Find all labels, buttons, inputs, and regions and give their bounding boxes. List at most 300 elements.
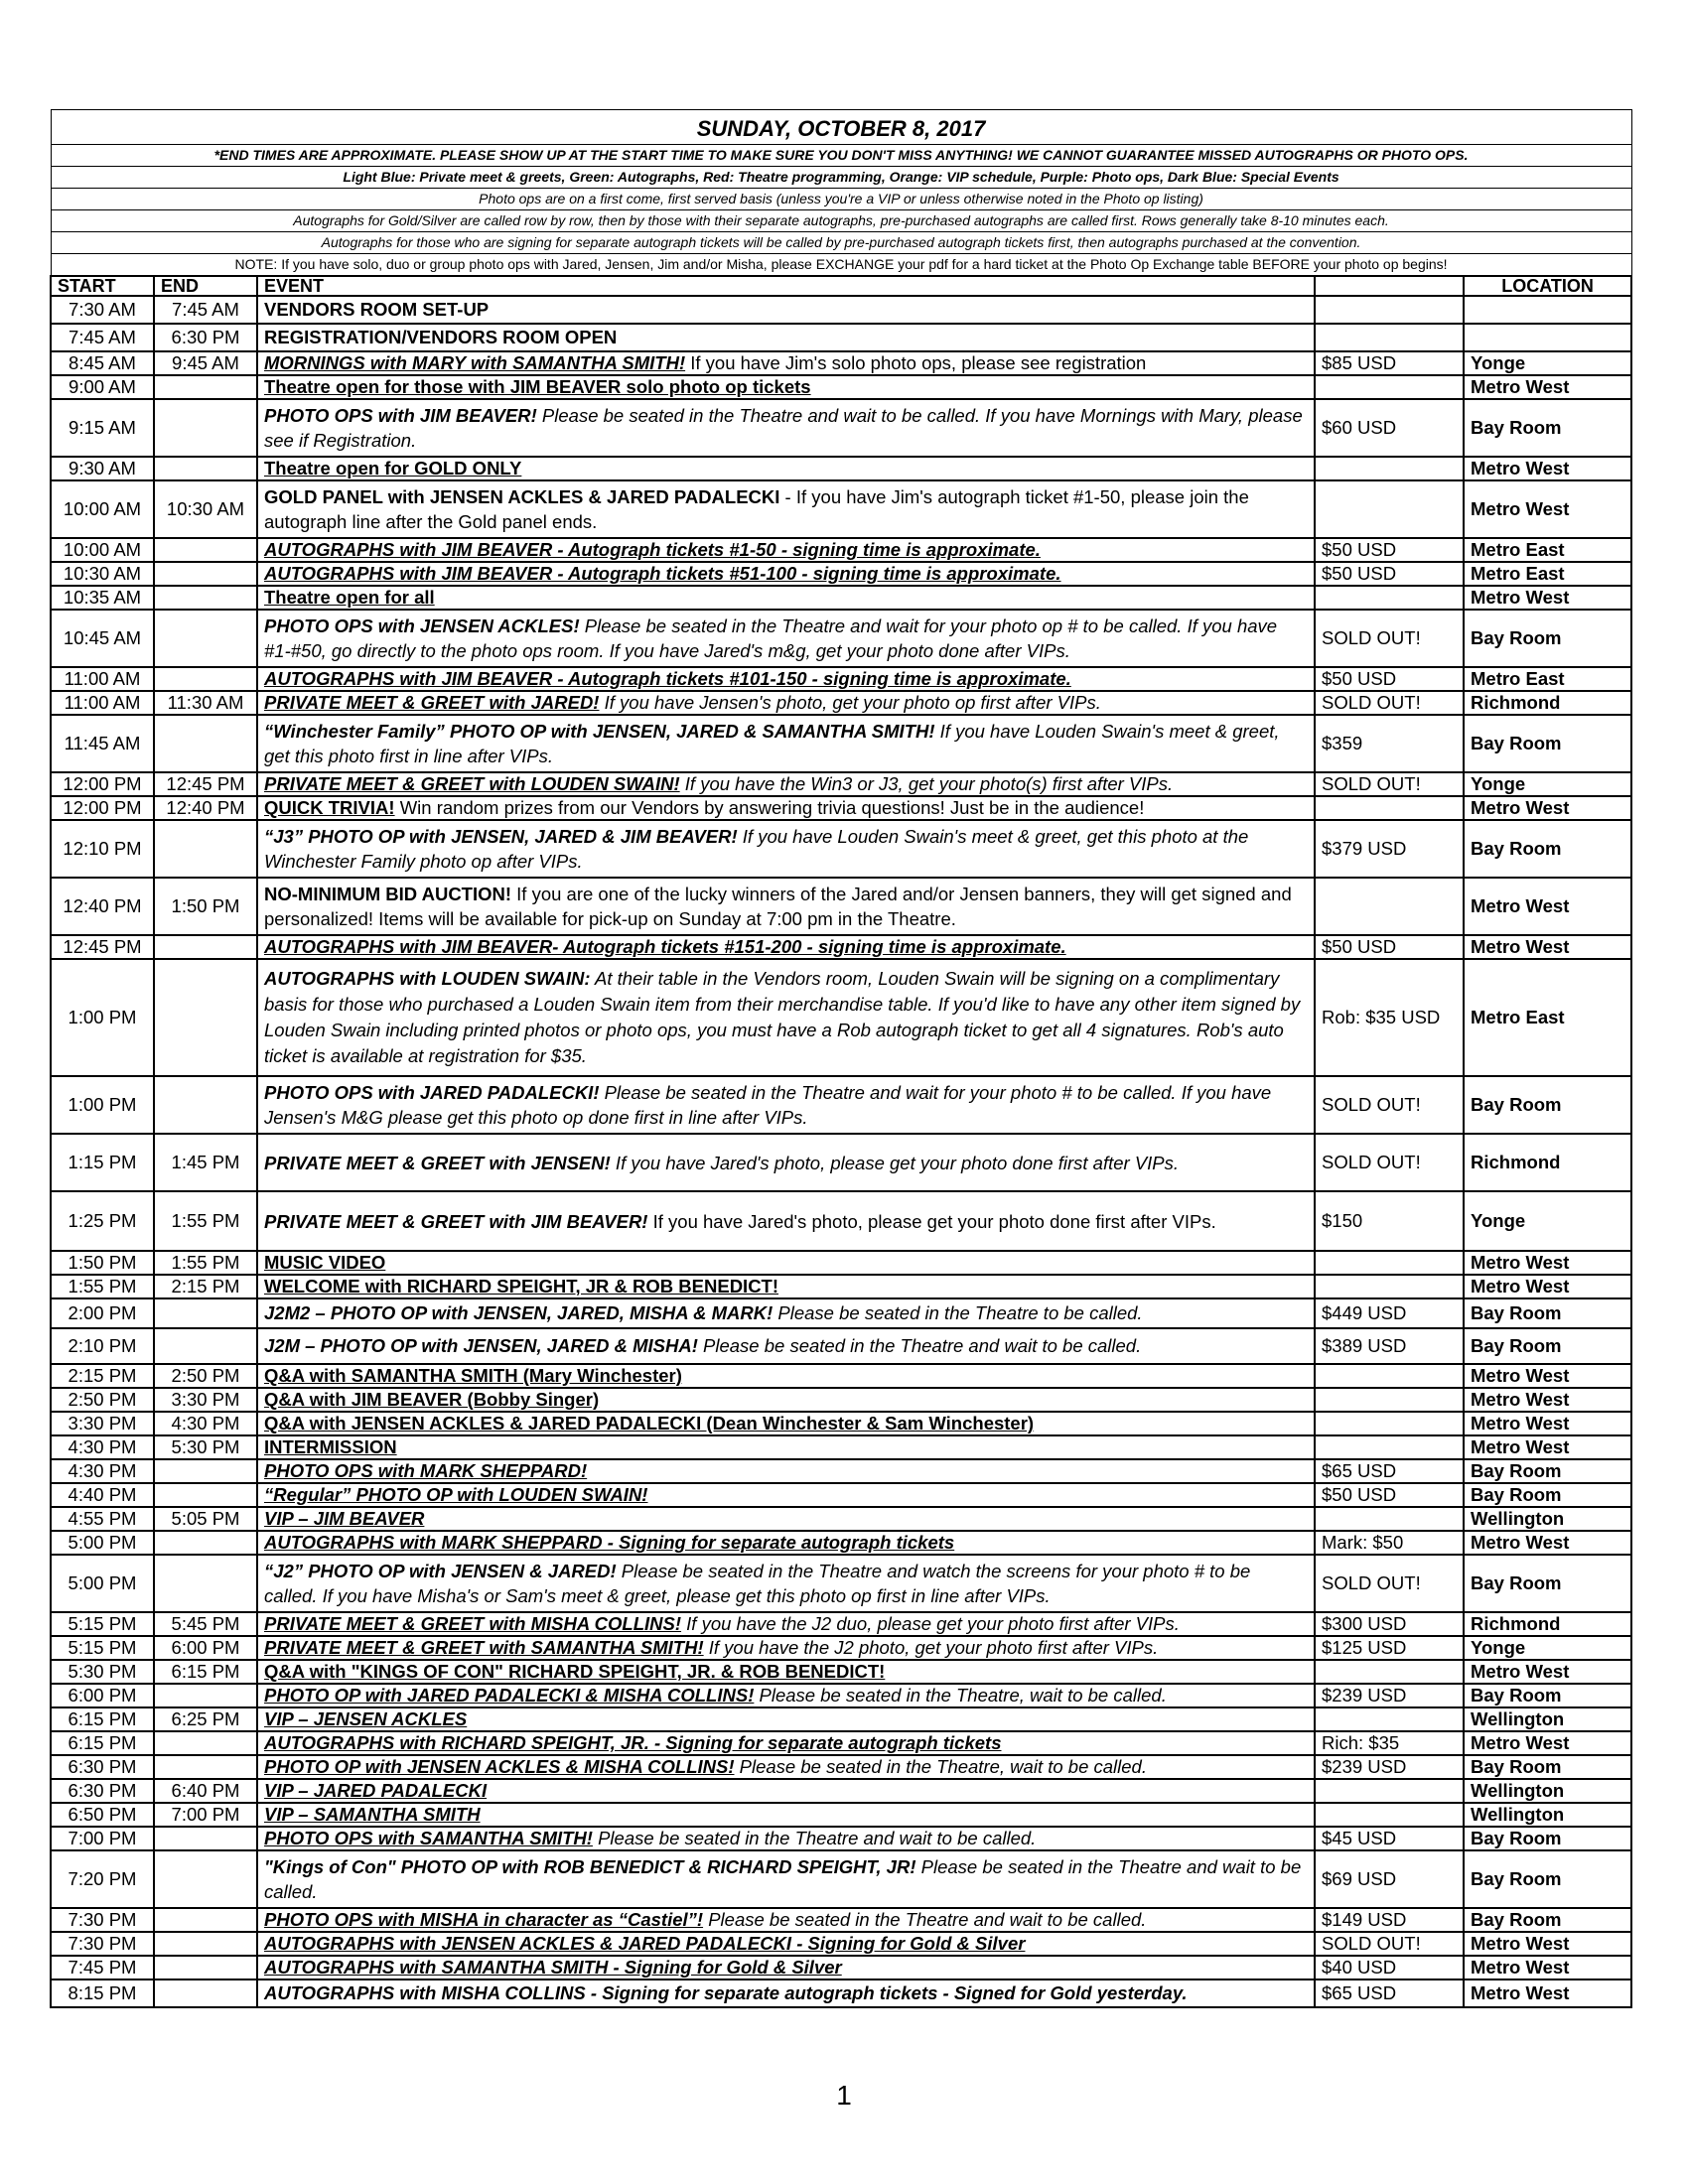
row-event bbox=[257, 610, 1315, 667]
row-price: SOLD OUT! bbox=[1315, 1134, 1464, 1191]
row-price: SOLD OUT! bbox=[1315, 1076, 1464, 1134]
table-row bbox=[51, 935, 1631, 959]
row-price: $149 USD bbox=[1315, 1908, 1464, 1932]
row-location: Bay Room bbox=[1464, 1908, 1631, 1932]
row-price: $359 bbox=[1315, 715, 1464, 772]
table-row bbox=[51, 1275, 1631, 1298]
row-end: 10:30 AM bbox=[154, 480, 257, 538]
event-title: PHOTO OPS with MARK SHEPPARD! bbox=[264, 1460, 588, 1481]
event-details: If you have Louden Swain's meet & greet, get this photo at the Winchester Family photo op after VIPs. bbox=[264, 826, 1249, 872]
event-title: Theatre open for all bbox=[264, 587, 435, 608]
row-event bbox=[257, 1956, 1315, 1979]
schedule-header bbox=[51, 110, 1631, 277]
col-price bbox=[1315, 276, 1464, 296]
row-end bbox=[154, 1459, 257, 1483]
row-end bbox=[154, 1076, 257, 1134]
table-row bbox=[51, 1779, 1631, 1803]
event-title: AUTOGRAPHS with SAMANTHA SMITH - Signing for Gold & Silver bbox=[264, 1957, 842, 1978]
event-title: Q&A with SAMANTHA SMITH (Mary Winchester) bbox=[264, 1365, 682, 1386]
row-end bbox=[154, 562, 257, 586]
row-end bbox=[154, 1755, 257, 1779]
row-start: 6:15 PM bbox=[51, 1731, 154, 1755]
row-end bbox=[154, 375, 257, 399]
event-details: Please be seated in the Theatre to be called. bbox=[773, 1302, 1143, 1323]
row-price: SOLD OUT! bbox=[1315, 1555, 1464, 1612]
row-start: 9:15 AM bbox=[51, 399, 154, 457]
table-row bbox=[51, 1803, 1631, 1827]
event-title: PHOTO OPS with SAMANTHA SMITH! bbox=[264, 1828, 593, 1848]
row-event bbox=[257, 1731, 1315, 1755]
event-title: “Winchester Family” PHOTO OP with JENSEN, JARED & SAMANTHA SMITH! bbox=[264, 721, 935, 742]
row-event bbox=[257, 1388, 1315, 1412]
row-end: 11:30 AM bbox=[154, 691, 257, 715]
event-details: Win random prizes from our Vendors by answering trivia questions! Just be in the audience! bbox=[394, 797, 1145, 818]
table-row bbox=[51, 1251, 1631, 1275]
event-title: AUTOGRAPHS with JIM BEAVER - Autograph tickets #51-100 - signing time is approximate. bbox=[264, 563, 1061, 584]
row-start: 9:30 AM bbox=[51, 457, 154, 480]
table-row bbox=[51, 715, 1631, 772]
row-location: Bay Room bbox=[1464, 1328, 1631, 1364]
event-title: PHOTO OPS with JARED PADALECKI! bbox=[264, 1082, 600, 1103]
row-start: 12:40 PM bbox=[51, 878, 154, 935]
event-title: Q&A with JIM BEAVER (Bobby Singer) bbox=[264, 1389, 600, 1410]
row-price bbox=[1315, 1275, 1464, 1298]
row-price bbox=[1315, 1507, 1464, 1531]
row-price: $150 bbox=[1315, 1191, 1464, 1251]
row-price bbox=[1315, 796, 1464, 820]
row-event bbox=[257, 1531, 1315, 1555]
event-title: INTERMISSION bbox=[264, 1436, 397, 1457]
row-event bbox=[257, 1251, 1315, 1275]
row-start: 1:00 PM bbox=[51, 1076, 154, 1134]
row-price: $45 USD bbox=[1315, 1827, 1464, 1850]
event-details: If you have Jensen's photo, get your photo op first after VIPs. bbox=[599, 692, 1101, 713]
row-end bbox=[154, 959, 257, 1076]
row-price: $50 USD bbox=[1315, 667, 1464, 691]
event-details: If you have the J2 photo, get your photo first after VIPs. bbox=[703, 1637, 1159, 1658]
row-price: $239 USD bbox=[1315, 1684, 1464, 1707]
row-start: 11:00 AM bbox=[51, 667, 154, 691]
row-location: Metro West bbox=[1464, 935, 1631, 959]
row-price bbox=[1315, 1388, 1464, 1412]
row-event bbox=[257, 375, 1315, 399]
table-row bbox=[51, 1684, 1631, 1707]
event-title: AUTOGRAPHS with JIM BEAVER - Autograph tickets #1-50 - signing time is approximate. bbox=[264, 539, 1041, 560]
row-event bbox=[257, 959, 1315, 1076]
row-end: 5:45 PM bbox=[154, 1612, 257, 1636]
row-event bbox=[257, 480, 1315, 538]
row-location: Metro West bbox=[1464, 1979, 1631, 2007]
row-location: Wellington bbox=[1464, 1803, 1631, 1827]
row-price: $85 USD bbox=[1315, 351, 1464, 375]
row-price bbox=[1315, 375, 1464, 399]
row-location bbox=[1464, 296, 1631, 324]
table-row bbox=[51, 1364, 1631, 1388]
row-location: Metro West bbox=[1464, 1275, 1631, 1298]
schedule-rows bbox=[51, 296, 1631, 2007]
table-row bbox=[51, 1459, 1631, 1483]
table-row bbox=[51, 610, 1631, 667]
row-start: 4:40 PM bbox=[51, 1483, 154, 1507]
row-location: Bay Room bbox=[1464, 1298, 1631, 1328]
row-start: 10:30 AM bbox=[51, 562, 154, 586]
event-title: "Kings of Con" PHOTO OP with ROB BENEDICT & RICHARD SPEIGHT, JR! bbox=[264, 1856, 916, 1877]
row-event bbox=[257, 562, 1315, 586]
row-location: Bay Room bbox=[1464, 1827, 1631, 1850]
event-details: Please be seated in the Theatre and watch the screens for your photo # to be called. If you have Misha's or Sam's meet & greet, please get this photo op first in line after VIPs. bbox=[264, 1561, 1251, 1606]
row-event bbox=[257, 1191, 1315, 1251]
event-details: Please be seated in the Theatre and wait for your photo # to be called. If you have Jensen's M&G please get this photo op done first in line after VIPs. bbox=[264, 1082, 1272, 1128]
event-title: VIP – JENSEN ACKLES bbox=[264, 1708, 468, 1729]
event-title: MORNINGS with MARY with SAMANTHA SMITH! bbox=[264, 352, 686, 373]
table-row bbox=[51, 667, 1631, 691]
row-end bbox=[154, 1328, 257, 1364]
row-event bbox=[257, 1134, 1315, 1191]
row-event bbox=[257, 1555, 1315, 1612]
page-number: 1 bbox=[836, 2080, 852, 2111]
table-row bbox=[51, 1932, 1631, 1956]
row-end: 5:30 PM bbox=[154, 1435, 257, 1459]
row-end bbox=[154, 1298, 257, 1328]
table-row bbox=[51, 1660, 1631, 1684]
row-event bbox=[257, 1850, 1315, 1908]
row-end bbox=[154, 1956, 257, 1979]
row-event bbox=[257, 1827, 1315, 1850]
table-row bbox=[51, 1531, 1631, 1555]
event-details: If you have the J2 duo, please get your photo first after VIPs. bbox=[681, 1613, 1180, 1634]
event-title: J2M2 – PHOTO OP with JENSEN, JARED, MISHA & MARK! bbox=[264, 1302, 774, 1323]
table-row bbox=[51, 457, 1631, 480]
row-event bbox=[257, 324, 1315, 351]
row-start: 2:50 PM bbox=[51, 1388, 154, 1412]
row-start: 6:00 PM bbox=[51, 1684, 154, 1707]
row-end bbox=[154, 1483, 257, 1507]
schedule-sheet bbox=[50, 109, 1630, 2008]
row-end: 1:55 PM bbox=[154, 1251, 257, 1275]
row-event bbox=[257, 351, 1315, 375]
event-details: At their table in the Vendors room, Louden Swain will be signing on a complimentary basis for those who purchased a Louden Swain item from their merchandise table. If you'd like to have any other item signed by Louden Swain including printed photos or photo ops, you must have a Rob autograph ticket to get all 4 signatures. Rob's auto ticket is available at registration for $35. bbox=[264, 968, 1301, 1066]
table-row bbox=[51, 562, 1631, 586]
row-start: 5:00 PM bbox=[51, 1555, 154, 1612]
row-price: $239 USD bbox=[1315, 1755, 1464, 1779]
row-location: Metro West bbox=[1464, 1731, 1631, 1755]
event-title: NO-MINIMUM BID AUCTION! bbox=[264, 884, 512, 904]
table-row bbox=[51, 399, 1631, 457]
row-end bbox=[154, 586, 257, 610]
row-start: 1:25 PM bbox=[51, 1191, 154, 1251]
row-event bbox=[257, 1636, 1315, 1660]
row-event bbox=[257, 1459, 1315, 1483]
row-end bbox=[154, 1731, 257, 1755]
row-price: $389 USD bbox=[1315, 1328, 1464, 1364]
header-note: Light Blue: Private meet & greets, Green: Autographs, Red: Theatre programming, Orange: VIP schedule, Purple: Photo ops, Dark Blue: Special Events bbox=[51, 167, 1631, 189]
row-location: Metro West bbox=[1464, 1251, 1631, 1275]
row-end: 6:25 PM bbox=[154, 1707, 257, 1731]
row-start: 12:00 PM bbox=[51, 796, 154, 820]
column-headers bbox=[51, 276, 1631, 296]
row-location bbox=[1464, 324, 1631, 351]
row-location: Metro West bbox=[1464, 1364, 1631, 1388]
row-event bbox=[257, 1684, 1315, 1707]
row-price: $40 USD bbox=[1315, 1956, 1464, 1979]
row-event bbox=[257, 1364, 1315, 1388]
event-title: REGISTRATION/VENDORS ROOM OPEN bbox=[264, 327, 618, 347]
row-end: 1:55 PM bbox=[154, 1191, 257, 1251]
row-start: 5:30 PM bbox=[51, 1660, 154, 1684]
row-end bbox=[154, 667, 257, 691]
row-price: $379 USD bbox=[1315, 820, 1464, 878]
table-row bbox=[51, 1328, 1631, 1364]
row-end: 1:45 PM bbox=[154, 1134, 257, 1191]
row-location: Bay Room bbox=[1464, 715, 1631, 772]
row-location: Metro West bbox=[1464, 586, 1631, 610]
row-price: $65 USD bbox=[1315, 1979, 1464, 2007]
row-start: 12:45 PM bbox=[51, 935, 154, 959]
table-row bbox=[51, 1731, 1631, 1755]
row-location: Yonge bbox=[1464, 351, 1631, 375]
event-title: AUTOGRAPHS with JIM BEAVER - Autograph tickets #101-150 - signing time is approximate. bbox=[264, 668, 1071, 689]
row-location: Metro West bbox=[1464, 1932, 1631, 1956]
event-title: GOLD PANEL with JENSEN ACKLES & JARED PADALECKI bbox=[264, 486, 780, 507]
row-event bbox=[257, 796, 1315, 820]
event-title: AUTOGRAPHS with MARK SHEPPARD - Signing for separate autograph tickets bbox=[264, 1532, 955, 1553]
row-start: 6:30 PM bbox=[51, 1779, 154, 1803]
table-row bbox=[51, 959, 1631, 1076]
row-start: 12:10 PM bbox=[51, 820, 154, 878]
event-title: AUTOGRAPHS with JENSEN ACKLES & JARED PADALECKI - Signing for Gold & Silver bbox=[264, 1933, 1026, 1954]
row-location: Metro West bbox=[1464, 878, 1631, 935]
row-start: 9:00 AM bbox=[51, 375, 154, 399]
event-details: If you have Louden Swain's meet & greet, get this photo first in line after VIPs. bbox=[264, 721, 1280, 766]
row-start: 2:15 PM bbox=[51, 1364, 154, 1388]
table-row bbox=[51, 296, 1631, 324]
row-start: 2:10 PM bbox=[51, 1328, 154, 1364]
row-price: SOLD OUT! bbox=[1315, 691, 1464, 715]
row-end bbox=[154, 1555, 257, 1612]
row-location: Metro West bbox=[1464, 1435, 1631, 1459]
row-event bbox=[257, 457, 1315, 480]
row-event bbox=[257, 1275, 1315, 1298]
table-row bbox=[51, 1507, 1631, 1531]
table-row bbox=[51, 1388, 1631, 1412]
row-end: 12:40 PM bbox=[154, 796, 257, 820]
event-title: VIP – JARED PADALECKI bbox=[264, 1780, 488, 1801]
row-price: $65 USD bbox=[1315, 1459, 1464, 1483]
row-location: Yonge bbox=[1464, 772, 1631, 796]
row-location: Wellington bbox=[1464, 1779, 1631, 1803]
row-price: Rich: $35 bbox=[1315, 1731, 1464, 1755]
table-row bbox=[51, 1827, 1631, 1850]
event-details: Please be seated in the Theatre and wait to be called. If you have Mornings with Mary, please see if Registration. bbox=[264, 405, 1303, 451]
row-location: Metro West bbox=[1464, 796, 1631, 820]
event-title: “J2” PHOTO OP with JENSEN & JARED! bbox=[264, 1561, 617, 1581]
row-location: Yonge bbox=[1464, 1636, 1631, 1660]
row-start: 5:00 PM bbox=[51, 1531, 154, 1555]
row-price: $50 USD bbox=[1315, 1483, 1464, 1507]
row-event bbox=[257, 1435, 1315, 1459]
row-end bbox=[154, 1850, 257, 1908]
row-event bbox=[257, 1755, 1315, 1779]
row-end bbox=[154, 399, 257, 457]
header-note: *END TIMES ARE APPROXIMATE. PLEASE SHOW UP AT THE START TIME TO MAKE SURE YOU DON'T MISS ANYTHING! WE CANNOT GUARANTEE MISSED AUTOGRAPHS OR PHOTO OPS. bbox=[51, 145, 1631, 167]
row-location: Metro West bbox=[1464, 1412, 1631, 1435]
row-event bbox=[257, 1412, 1315, 1435]
row-end: 2:50 PM bbox=[154, 1364, 257, 1388]
event-title: PHOTO OPS with MISHA in character as “Castiel”! bbox=[264, 1909, 704, 1930]
row-location: Bay Room bbox=[1464, 1755, 1631, 1779]
table-row bbox=[51, 1956, 1631, 1979]
row-start: 10:35 AM bbox=[51, 586, 154, 610]
row-price bbox=[1315, 1364, 1464, 1388]
event-details: Please be seated in the Theatre and wait to be called. bbox=[697, 1335, 1142, 1356]
row-price: Mark: $50 bbox=[1315, 1531, 1464, 1555]
row-end: 5:05 PM bbox=[154, 1507, 257, 1531]
event-title: “J3” PHOTO OP with JENSEN, JARED & JIM BEAVER! bbox=[264, 826, 738, 847]
row-price: SOLD OUT! bbox=[1315, 772, 1464, 796]
row-end bbox=[154, 1531, 257, 1555]
row-location: Metro East bbox=[1464, 562, 1631, 586]
row-location: Bay Room bbox=[1464, 820, 1631, 878]
row-event bbox=[257, 667, 1315, 691]
col-start: START bbox=[51, 276, 154, 296]
row-price: $300 USD bbox=[1315, 1612, 1464, 1636]
header-note: Autographs for those who are signing for separate autograph tickets will be called by pre-purchased autograph tickets first, then autographs purchased at the convention. bbox=[51, 232, 1631, 254]
event-title: MUSIC VIDEO bbox=[264, 1252, 386, 1273]
table-row bbox=[51, 324, 1631, 351]
event-title: WELCOME with RICHARD SPEIGHT, JR & ROB BENEDICT! bbox=[264, 1276, 779, 1297]
row-end bbox=[154, 935, 257, 959]
row-end: 12:45 PM bbox=[154, 772, 257, 796]
row-start: 4:30 PM bbox=[51, 1459, 154, 1483]
row-end: 1:50 PM bbox=[154, 878, 257, 935]
row-end bbox=[154, 1827, 257, 1850]
table-row bbox=[51, 1850, 1631, 1908]
row-end bbox=[154, 1979, 257, 2007]
row-price: SOLD OUT! bbox=[1315, 610, 1464, 667]
row-start: 12:00 PM bbox=[51, 772, 154, 796]
row-start: 1:55 PM bbox=[51, 1275, 154, 1298]
row-location: Bay Room bbox=[1464, 1555, 1631, 1612]
table-row bbox=[51, 1298, 1631, 1328]
header-note: NOTE: If you have solo, duo or group photo ops with Jared, Jensen, Jim and/or Misha, please EXCHANGE your pdf for a hard ticket at the Photo Op Exchange table BEFORE your photo op begins! bbox=[51, 254, 1631, 277]
row-end: 7:45 AM bbox=[154, 296, 257, 324]
row-location: Metro West bbox=[1464, 1956, 1631, 1979]
row-price bbox=[1315, 1412, 1464, 1435]
row-event bbox=[257, 538, 1315, 562]
event-title: AUTOGRAPHS with RICHARD SPEIGHT, JR. - Signing for separate autograph tickets bbox=[264, 1732, 1002, 1753]
table-row bbox=[51, 691, 1631, 715]
row-end: 6:00 PM bbox=[154, 1636, 257, 1660]
row-start: 7:30 AM bbox=[51, 296, 154, 324]
row-location: Metro East bbox=[1464, 959, 1631, 1076]
row-start: 7:30 PM bbox=[51, 1908, 154, 1932]
event-title: QUICK TRIVIA! bbox=[264, 797, 395, 818]
row-event bbox=[257, 772, 1315, 796]
row-start: 1:15 PM bbox=[51, 1134, 154, 1191]
event-title: PRIVATE MEET & GREET with MISHA COLLINS! bbox=[264, 1613, 682, 1634]
row-start: 8:15 PM bbox=[51, 1979, 154, 2007]
table-row bbox=[51, 878, 1631, 935]
row-event bbox=[257, 1612, 1315, 1636]
event-title: PRIVATE MEET & GREET with SAMANTHA SMITH! bbox=[264, 1637, 704, 1658]
row-start: 6:30 PM bbox=[51, 1755, 154, 1779]
event-title: PRIVATE MEET & GREET with JARED! bbox=[264, 692, 600, 713]
row-end bbox=[154, 457, 257, 480]
event-title: Q&A with "KINGS OF CON" RICHARD SPEIGHT, JR. & ROB BENEDICT! bbox=[264, 1661, 886, 1682]
event-details: If you have the Win3 or J3, get your photo(s) first after VIPs. bbox=[679, 773, 1174, 794]
schedule-table bbox=[50, 109, 1632, 2008]
event-title: Q&A with JENSEN ACKLES & JARED PADALECKI (Dean Winchester & Sam Winchester) bbox=[264, 1413, 1035, 1433]
row-price: $50 USD bbox=[1315, 538, 1464, 562]
event-title: VENDORS ROOM SET-UP bbox=[264, 299, 490, 320]
table-row bbox=[51, 796, 1631, 820]
table-row bbox=[51, 1134, 1631, 1191]
row-start: 3:30 PM bbox=[51, 1412, 154, 1435]
table-row bbox=[51, 1636, 1631, 1660]
event-title: PHOTO OPS with JIM BEAVER! bbox=[264, 405, 537, 426]
row-event bbox=[257, 399, 1315, 457]
row-price: $125 USD bbox=[1315, 1636, 1464, 1660]
row-price bbox=[1315, 1707, 1464, 1731]
row-price: Rob: $35 USD bbox=[1315, 959, 1464, 1076]
row-event bbox=[257, 1507, 1315, 1531]
row-end: 3:30 PM bbox=[154, 1388, 257, 1412]
row-price bbox=[1315, 586, 1464, 610]
event-details: If you have Jared's photo, please get your photo done first after VIPs. bbox=[610, 1152, 1180, 1173]
row-location: Bay Room bbox=[1464, 1459, 1631, 1483]
row-location: Wellington bbox=[1464, 1707, 1631, 1731]
row-start: 7:45 PM bbox=[51, 1956, 154, 1979]
row-location: Metro West bbox=[1464, 1388, 1631, 1412]
table-row bbox=[51, 1979, 1631, 2007]
row-start: 4:55 PM bbox=[51, 1507, 154, 1531]
event-title: VIP – JIM BEAVER bbox=[264, 1508, 425, 1529]
event-details: If you have Jim's solo photo ops, please see registration bbox=[685, 352, 1147, 373]
row-event bbox=[257, 1328, 1315, 1364]
row-end: 4:30 PM bbox=[154, 1412, 257, 1435]
row-price bbox=[1315, 1435, 1464, 1459]
row-location: Metro West bbox=[1464, 375, 1631, 399]
row-location: Metro West bbox=[1464, 480, 1631, 538]
row-start: 5:15 PM bbox=[51, 1636, 154, 1660]
table-row bbox=[51, 820, 1631, 878]
row-start: 1:50 PM bbox=[51, 1251, 154, 1275]
row-end: 6:30 PM bbox=[154, 324, 257, 351]
row-location: Metro East bbox=[1464, 667, 1631, 691]
row-end: 6:15 PM bbox=[154, 1660, 257, 1684]
row-price bbox=[1315, 457, 1464, 480]
row-start: 7:00 PM bbox=[51, 1827, 154, 1850]
row-event bbox=[257, 1298, 1315, 1328]
event-details: Please be seated in the Theatre and wait to be called. bbox=[592, 1828, 1037, 1848]
row-end bbox=[154, 1684, 257, 1707]
row-start: 2:00 PM bbox=[51, 1298, 154, 1328]
row-event bbox=[257, 691, 1315, 715]
row-event bbox=[257, 1076, 1315, 1134]
row-start: 6:15 PM bbox=[51, 1707, 154, 1731]
table-row bbox=[51, 351, 1631, 375]
row-location: Metro East bbox=[1464, 538, 1631, 562]
row-event bbox=[257, 715, 1315, 772]
row-location: Richmond bbox=[1464, 691, 1631, 715]
row-end: 2:15 PM bbox=[154, 1275, 257, 1298]
table-row bbox=[51, 1555, 1631, 1612]
row-location: Bay Room bbox=[1464, 1076, 1631, 1134]
row-event bbox=[257, 820, 1315, 878]
row-start: 4:30 PM bbox=[51, 1435, 154, 1459]
row-start: 7:30 PM bbox=[51, 1932, 154, 1956]
row-price: SOLD OUT! bbox=[1315, 1932, 1464, 1956]
